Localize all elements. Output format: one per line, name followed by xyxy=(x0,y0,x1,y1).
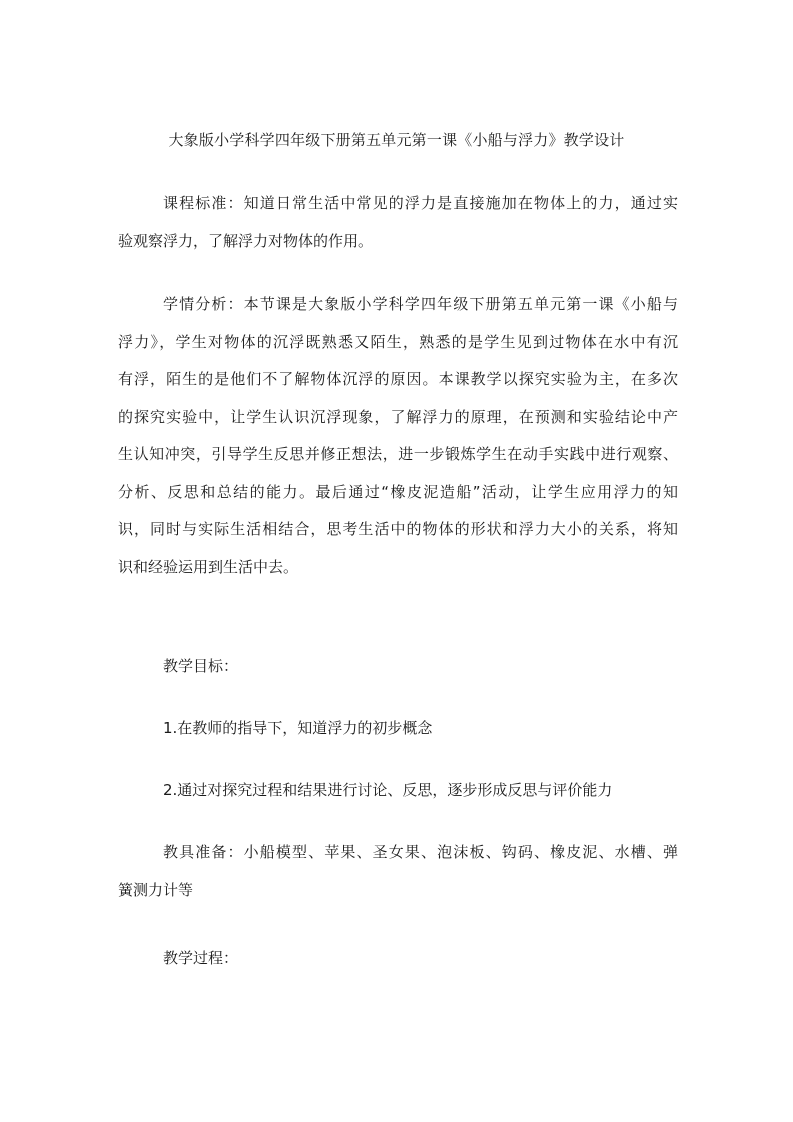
objective-item: 2.通过对探究过程和结果进行讨论、反思，逐步形成反思与评价能力 xyxy=(163,781,613,799)
learning-analysis-line: 的探究实验中，让学生认识沉浮现象，了解浮力的原理，在预测和实验结论中产 xyxy=(118,407,678,426)
objectives-heading: 教学目标： xyxy=(163,657,239,675)
curriculum-standard-line: 课程标准：知道日常生活中常见的浮力是直接施加在物体上的力，通过实 xyxy=(163,194,678,212)
learning-analysis-line: 有浮，陌生的是他们不了解物体沉浮的原因。本课教学以探究实验为主，在多次 xyxy=(118,370,678,388)
process-heading: 教学过程： xyxy=(163,949,239,967)
learning-analysis-line: 学情分析：本节课是大象版小学科学四年级下册第五单元第一课《小船与 xyxy=(163,295,678,313)
document-title: 大象版小学科学四年级下册第五单元第一课《小船与浮力》教学设计 xyxy=(168,131,625,149)
materials-line: 教具准备：小船模型、苹果、圣女果、泡沫板、钩码、橡皮泥、水槽、弹 xyxy=(163,843,678,861)
learning-analysis-line: 分析、反思和总结的能力。最后通过“橡皮泥造船”活动，让学生应用浮力的知 xyxy=(118,482,678,501)
materials-paragraph xyxy=(118,834,678,909)
learning-analysis-line: 生认知冲突，引导学生反思并修正想法，进一步锻炼学生在动手实践中进行观察、 xyxy=(118,445,678,463)
learning-analysis-paragraph xyxy=(118,286,678,586)
learning-analysis-line: 识和经验运用到生活中去。 xyxy=(118,557,299,576)
curriculum-standard-paragraph xyxy=(118,185,678,260)
curriculum-standard-line: 验观察浮力，了解浮力对物体的作用。 xyxy=(118,231,374,250)
learning-analysis-line: 识，同时与实际生活相结合，思考生活中的物体的形状和浮力大小的关系，将知 xyxy=(118,520,678,538)
learning-analysis-line: 浮力》，学生对物体的沉浮既熟悉又陌生，熟悉的是学生见到过物体在水中有沉 xyxy=(118,332,678,351)
materials-line: 簧测力计等 xyxy=(118,880,194,899)
objective-item: 1.在教师的指导下，知道浮力的初步概念 xyxy=(163,719,433,737)
